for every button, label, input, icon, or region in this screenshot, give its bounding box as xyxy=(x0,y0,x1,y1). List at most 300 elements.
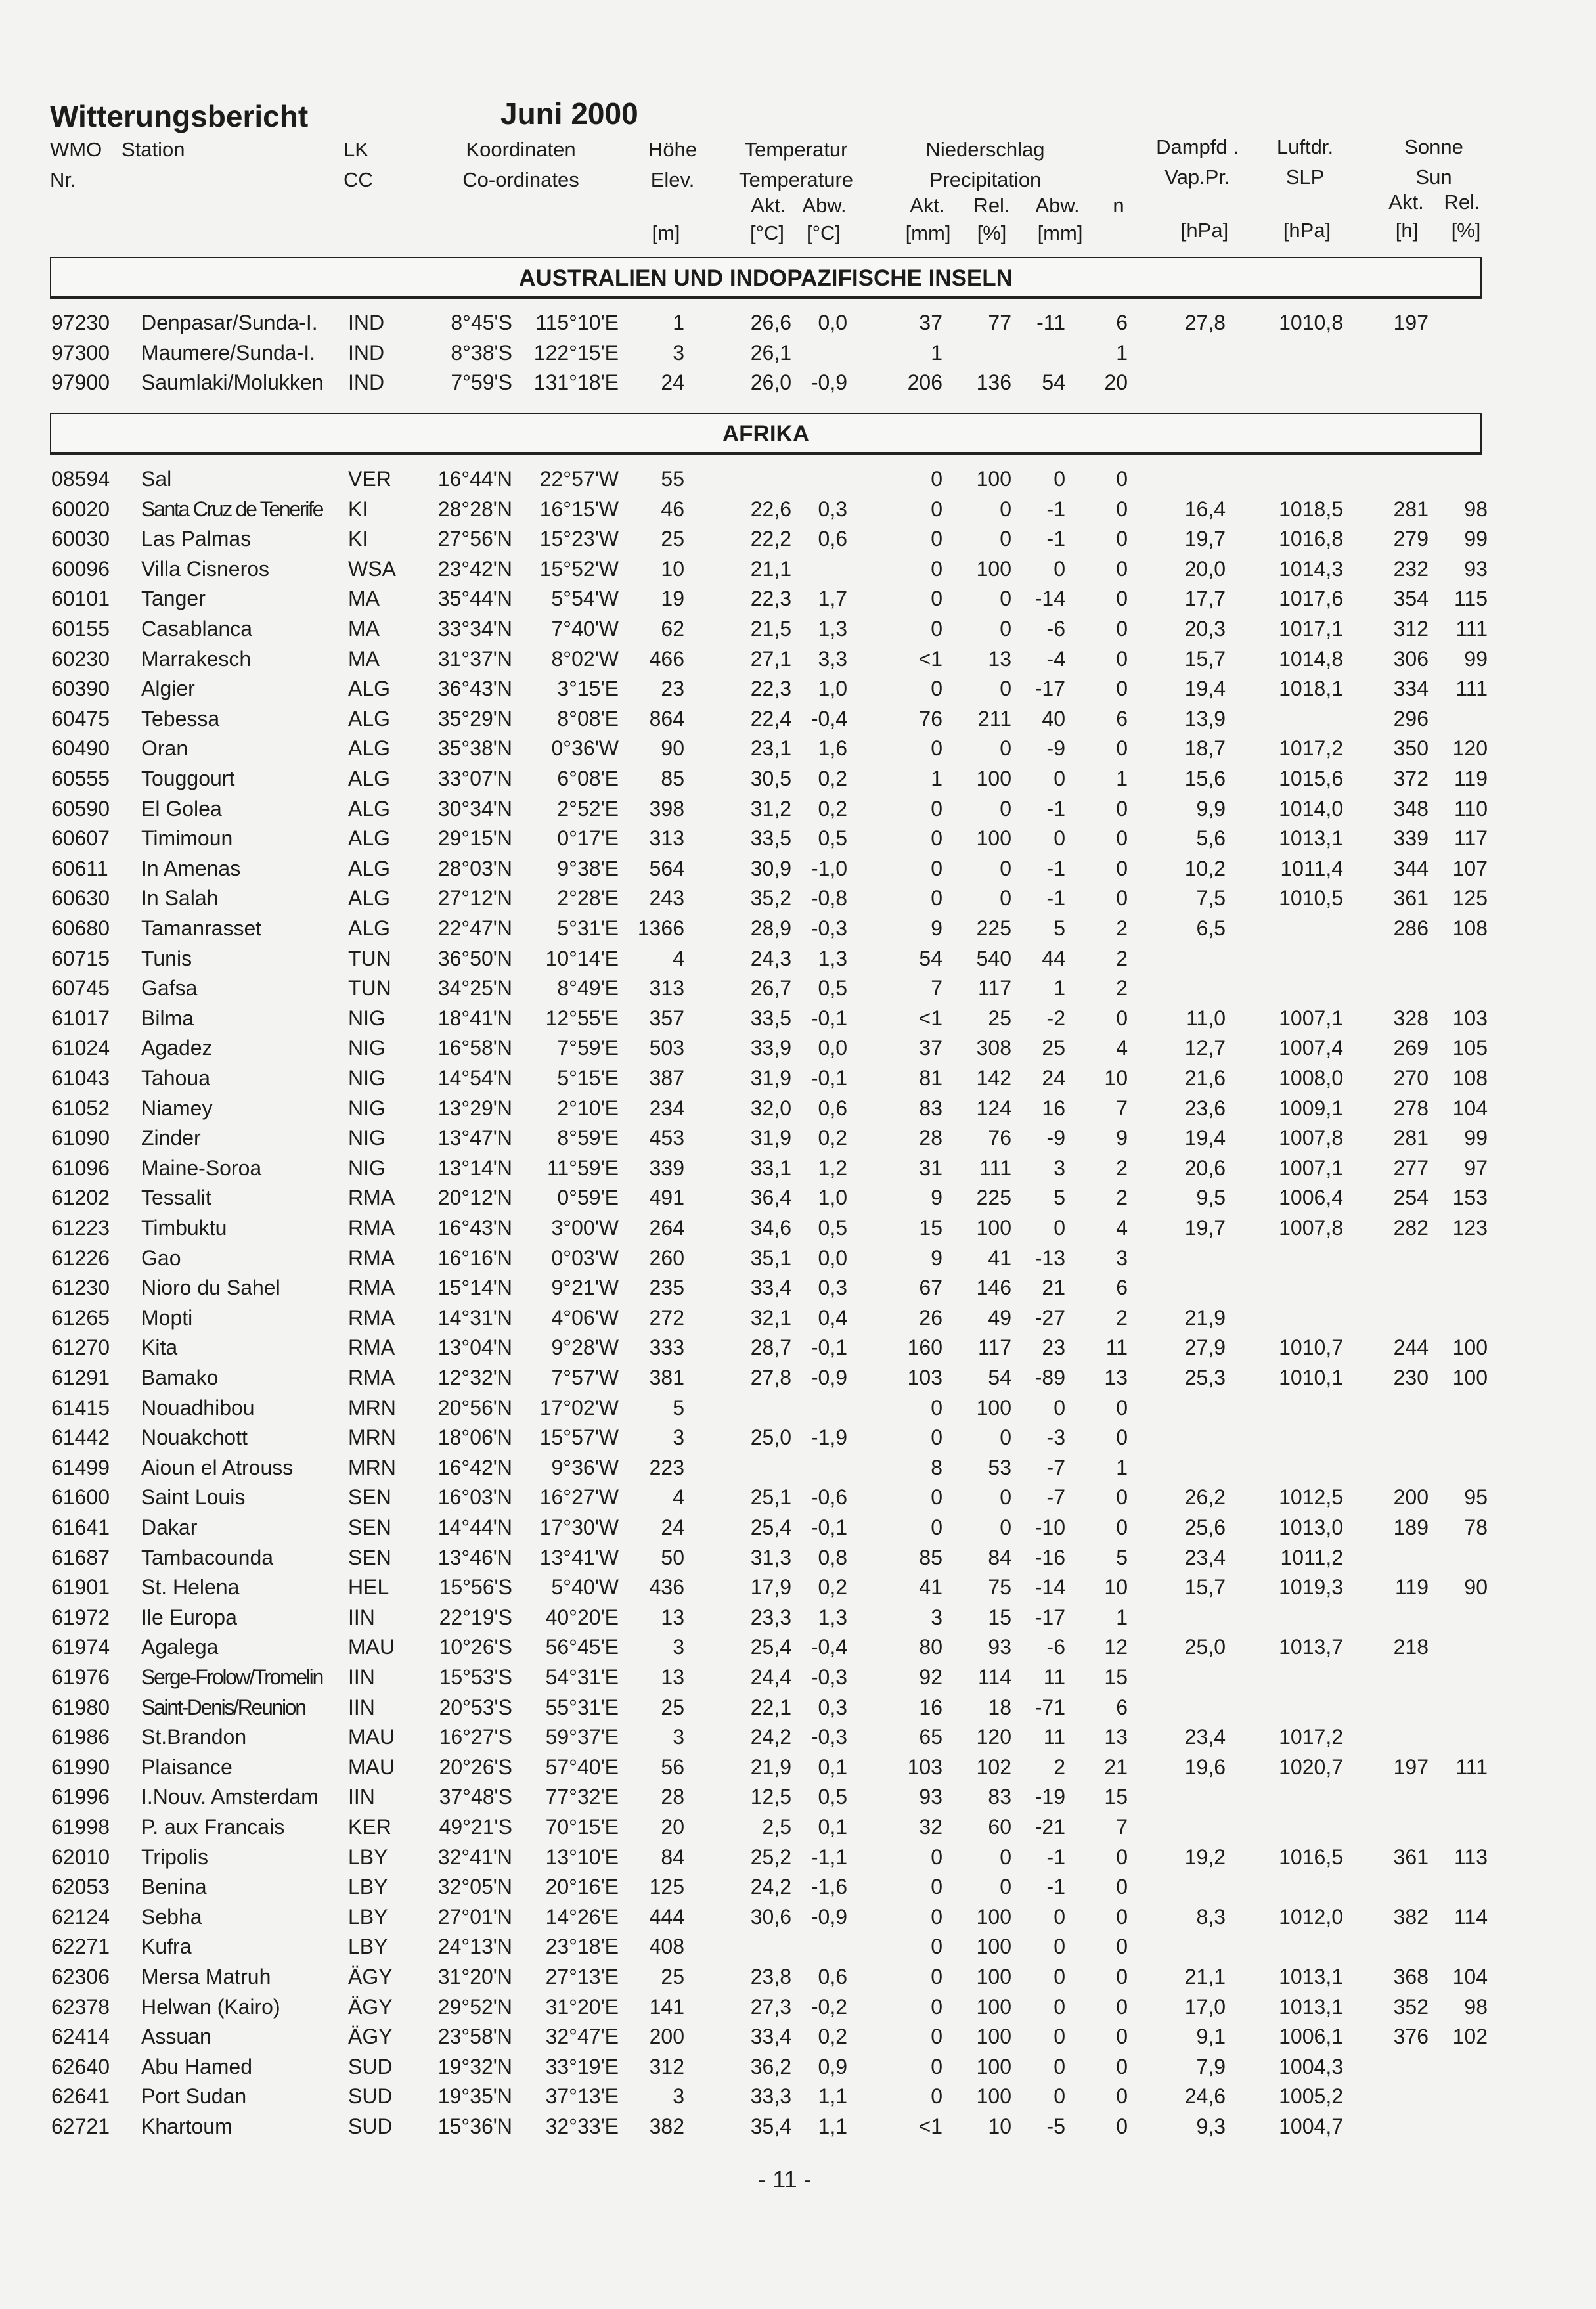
station-name-cell: Assuan xyxy=(141,2025,211,2049)
country-code-cell: NIG xyxy=(348,1126,386,1150)
elevation-cell: 28 xyxy=(661,1785,684,1809)
precip-deviation-cell: 16 xyxy=(1042,1096,1065,1120)
temp-deviation-cell: 0,0 xyxy=(818,1036,847,1060)
country-code-cell: ALG xyxy=(348,796,391,820)
unit-vap-pr: [hPa] xyxy=(1180,219,1229,242)
precip-relative-cell: 308 xyxy=(976,1036,1011,1060)
precip-actual-cell: 0 xyxy=(931,2084,942,2109)
header-precip-akt: Akt. xyxy=(910,194,945,217)
precip-deviation-cell: -9 xyxy=(1046,736,1065,761)
elevation-cell: 339 xyxy=(649,1155,684,1180)
temp-actual-cell: 30,6 xyxy=(750,1904,791,1929)
country-code-cell: RMA xyxy=(348,1305,395,1330)
precip-relative-cell: 0 xyxy=(1000,677,1011,701)
precip-relative-cell: 75 xyxy=(988,1575,1011,1600)
wmo-number-cell: 97900 xyxy=(51,370,110,394)
station-name-cell: Las Palmas xyxy=(141,527,252,551)
wmo-number-cell: 61998 xyxy=(51,1815,110,1839)
precip-actual-cell: 8 xyxy=(931,1455,942,1479)
latitude-cell: 14°54'N xyxy=(437,1066,512,1090)
precip-actual-cell: <1 xyxy=(918,646,942,671)
precip-days-cell: 13 xyxy=(1104,1366,1128,1389)
precip-days-cell: 2 xyxy=(1116,946,1128,970)
precip-actual-cell: 31 xyxy=(919,1155,942,1180)
table-row xyxy=(0,1123,1596,1153)
precip-days-cell: 6 xyxy=(1116,1695,1128,1719)
sea-level-pressure-cell: 1006,1 xyxy=(1279,2025,1343,2049)
latitude-cell: 28°03'N xyxy=(437,856,512,880)
precip-relative-cell: 117 xyxy=(977,976,1011,1000)
station-name-cell: Saint-Denis/Reunion xyxy=(141,1695,305,1719)
elevation-cell: 5 xyxy=(673,1395,684,1420)
precip-relative-cell: 102 xyxy=(976,1755,1011,1779)
header-station: Station xyxy=(122,138,185,161)
temp-actual-cell: 24,2 xyxy=(750,1725,791,1749)
wmo-number-cell: 61976 xyxy=(51,1665,110,1689)
longitude-cell: 9°28'W xyxy=(551,1335,619,1360)
latitude-cell: 14°31'N xyxy=(437,1305,512,1330)
precip-deviation-cell: 0 xyxy=(1053,467,1065,491)
country-code-cell: SEN xyxy=(348,1545,391,1569)
precip-relative-cell: 10 xyxy=(988,2115,1011,2138)
temp-deviation-cell: -0,1 xyxy=(810,1066,847,1090)
elevation-cell: 243 xyxy=(649,886,684,910)
temp-actual-cell: 35,1 xyxy=(750,1245,791,1270)
elevation-cell: 62 xyxy=(661,617,684,640)
country-code-cell: MRN xyxy=(348,1395,396,1420)
precip-days-cell: 0 xyxy=(1116,497,1128,521)
precip-actual-cell: 0 xyxy=(931,886,942,910)
elevation-cell: 3 xyxy=(673,2084,684,2109)
latitude-cell: 33°34'N xyxy=(437,617,512,640)
table-row xyxy=(0,1273,1596,1303)
precip-days-cell: 6 xyxy=(1116,1276,1128,1300)
latitude-cell: 18°06'N xyxy=(437,1425,512,1450)
table-row xyxy=(0,944,1596,974)
precip-relative-cell: 60 xyxy=(988,1815,1011,1839)
country-code-cell: ALG xyxy=(348,826,391,851)
table-row xyxy=(0,1753,1596,1782)
precip-actual-cell: 37 xyxy=(919,311,942,334)
longitude-cell: 0°17'E xyxy=(557,826,619,851)
latitude-cell: 27°12'N xyxy=(437,886,512,910)
elevation-cell: 564 xyxy=(649,856,684,880)
latitude-cell: 20°56'N xyxy=(437,1395,512,1420)
precip-actual-cell: 0 xyxy=(931,587,942,611)
latitude-cell: 32°41'N xyxy=(437,1845,512,1869)
vapour-pressure-cell: 17,7 xyxy=(1184,587,1226,611)
precip-days-cell: 0 xyxy=(1116,617,1128,640)
temp-deviation-cell: -0,6 xyxy=(810,1485,847,1510)
latitude-cell: 14°44'N xyxy=(437,1515,512,1539)
temp-deviation-cell: 0,2 xyxy=(818,796,847,820)
latitude-cell: 15°53'S xyxy=(439,1665,512,1689)
page-number: - 11 - xyxy=(758,2166,812,2193)
sea-level-pressure-cell: 1009,1 xyxy=(1279,1096,1343,1120)
temp-deviation-cell: 0,4 xyxy=(818,1305,847,1330)
sun-hours-cell: 350 xyxy=(1393,736,1429,761)
sun-relative-cell: 93 xyxy=(1464,556,1488,581)
wmo-number-cell: 61226 xyxy=(51,1245,110,1270)
temp-deviation-cell: -1,9 xyxy=(810,1425,847,1450)
elevation-cell: 333 xyxy=(649,1335,684,1360)
temp-actual-cell: 28,7 xyxy=(750,1335,791,1360)
temp-deviation-cell: 0,5 xyxy=(818,1216,847,1240)
vapour-pressure-cell: 15,7 xyxy=(1184,1575,1226,1600)
wmo-number-cell: 62053 xyxy=(51,1875,110,1899)
latitude-cell: 28°28'N xyxy=(437,497,512,521)
vapour-pressure-cell: 19,4 xyxy=(1184,677,1226,701)
precip-days-cell: 1 xyxy=(1116,340,1128,365)
precip-days-cell: 0 xyxy=(1116,1994,1128,2019)
wmo-number-cell: 60490 xyxy=(51,736,110,761)
elevation-cell: 453 xyxy=(649,1126,684,1150)
sun-hours-cell: 361 xyxy=(1393,1845,1429,1869)
wmo-number-cell: 62010 xyxy=(51,1845,110,1869)
precip-actual-cell: 0 xyxy=(931,1965,942,1988)
precip-relative-cell: 0 xyxy=(1000,497,1011,521)
vapour-pressure-cell: 16,4 xyxy=(1184,497,1226,521)
table-row xyxy=(0,1333,1596,1362)
temp-deviation-cell: 1,3 xyxy=(818,617,847,640)
station-name-cell: Agadez xyxy=(141,1036,213,1060)
report-period: Juni 2000 xyxy=(500,97,638,131)
wmo-number-cell: 61972 xyxy=(51,1605,110,1629)
wmo-number-cell: 60715 xyxy=(51,946,110,970)
precip-actual-cell: 28 xyxy=(919,1126,942,1150)
header-sonne: Sonne xyxy=(1404,135,1463,158)
station-name-cell: Kufra xyxy=(141,1935,192,1959)
latitude-cell: 29°52'N xyxy=(437,1994,512,2019)
temp-deviation-cell: 0,3 xyxy=(818,1276,847,1300)
temp-actual-cell: 17,9 xyxy=(750,1575,791,1600)
precip-deviation-cell: -16 xyxy=(1034,1545,1065,1569)
precip-relative-cell: 84 xyxy=(988,1545,1011,1569)
precip-actual-cell: 83 xyxy=(919,1096,942,1120)
temp-actual-cell: 35,2 xyxy=(750,886,791,910)
precip-actual-cell: 0 xyxy=(931,1875,942,1899)
table-row xyxy=(0,495,1596,524)
station-name-cell: Benina xyxy=(141,1875,207,1899)
country-code-cell: RMA xyxy=(348,1186,395,1210)
station-name-cell: Tebessa xyxy=(141,706,220,730)
vapour-pressure-cell: 5,6 xyxy=(1196,826,1226,851)
precip-relative-cell: 100 xyxy=(976,1904,1011,1929)
precip-days-cell: 5 xyxy=(1116,1545,1128,1569)
sea-level-pressure-cell: 1006,4 xyxy=(1279,1186,1343,1210)
country-code-cell: LBY xyxy=(348,1845,388,1869)
precip-actual-cell: 41 xyxy=(919,1575,942,1600)
latitude-cell: 8°38'S xyxy=(451,340,512,365)
precip-relative-cell: 100 xyxy=(976,467,1011,491)
country-code-cell: ALG xyxy=(348,767,391,790)
precip-days-cell: 0 xyxy=(1116,856,1128,880)
country-code-cell: IND xyxy=(348,311,385,334)
precip-relative-cell: 76 xyxy=(988,1126,1011,1150)
precip-actual-cell: 206 xyxy=(907,370,942,394)
station-name-cell: Denpasar/Sunda-I. xyxy=(141,311,318,334)
sun-hours-cell: 281 xyxy=(1393,1126,1429,1150)
country-code-cell: LBY xyxy=(348,1904,388,1929)
temp-actual-cell: 33,4 xyxy=(750,2025,791,2049)
precip-days-cell: 0 xyxy=(1116,886,1128,910)
vapour-pressure-cell: 20,3 xyxy=(1184,617,1226,640)
temp-deviation-cell: 0,3 xyxy=(818,497,847,521)
precip-relative-cell: 100 xyxy=(976,826,1011,851)
precip-actual-cell: 0 xyxy=(931,1994,942,2019)
vapour-pressure-cell: 27,8 xyxy=(1184,311,1226,334)
vapour-pressure-cell: 21,1 xyxy=(1184,1965,1226,1988)
station-name-cell: Maumere/Sunda-I. xyxy=(141,340,316,365)
temp-actual-cell: 36,2 xyxy=(750,2054,791,2078)
precip-days-cell: 0 xyxy=(1116,1875,1128,1899)
sun-hours-cell: 344 xyxy=(1393,856,1429,880)
sun-hours-cell: 232 xyxy=(1393,556,1429,581)
station-name-cell: Bamako xyxy=(141,1366,219,1389)
latitude-cell: 16°03'N xyxy=(437,1485,512,1510)
elevation-cell: 25 xyxy=(661,1695,684,1719)
latitude-cell: 35°38'N xyxy=(437,736,512,761)
station-name-cell: Abu Hamed xyxy=(141,2054,252,2078)
temp-actual-cell: 30,9 xyxy=(750,856,791,880)
precip-actual-cell: 80 xyxy=(919,1635,942,1659)
elevation-cell: 13 xyxy=(661,1605,684,1629)
longitude-cell: 2°10'E xyxy=(557,1096,619,1120)
table-row xyxy=(0,1782,1596,1812)
header-temp-akt: Akt. xyxy=(751,194,786,217)
station-name-cell: Khartoum xyxy=(141,2115,233,2138)
wmo-number-cell: 60030 xyxy=(51,527,110,551)
longitude-cell: 7°59'E xyxy=(557,1036,619,1060)
elevation-cell: 3 xyxy=(673,1425,684,1450)
longitude-cell: 8°59'E xyxy=(557,1126,619,1150)
temp-deviation-cell: -1,0 xyxy=(810,856,847,880)
precip-days-cell: 0 xyxy=(1116,2115,1128,2138)
country-code-cell: SEN xyxy=(348,1485,391,1510)
sun-hours-cell: 282 xyxy=(1393,1216,1429,1240)
vapour-pressure-cell: 19,4 xyxy=(1184,1126,1226,1150)
section-header-afrika: AFRIKA xyxy=(50,413,1482,453)
precip-days-cell: 2 xyxy=(1116,1186,1128,1210)
latitude-cell: 23°42'N xyxy=(437,556,512,581)
precip-relative-cell: 0 xyxy=(1000,527,1011,551)
temp-deviation-cell: -0,1 xyxy=(810,1515,847,1539)
sun-relative-cell: 153 xyxy=(1452,1186,1488,1210)
header-slp: SLP xyxy=(1285,166,1325,189)
elevation-cell: 55 xyxy=(661,467,684,491)
precip-days-cell: 7 xyxy=(1116,1815,1128,1839)
elevation-cell: 444 xyxy=(649,1904,684,1929)
latitude-cell: 19°35'N xyxy=(437,2084,512,2109)
precip-actual-cell: 0 xyxy=(931,1904,942,1929)
precip-days-cell: 0 xyxy=(1116,1965,1128,1988)
temp-deviation-cell: 1,3 xyxy=(818,946,847,970)
vapour-pressure-cell: 9,1 xyxy=(1196,2025,1226,2049)
table-row xyxy=(0,1843,1596,1872)
precip-relative-cell: 0 xyxy=(1000,617,1011,640)
longitude-cell: 13°10'E xyxy=(545,1845,619,1869)
temp-deviation-cell: -1,1 xyxy=(810,1845,847,1869)
precip-deviation-cell: -2 xyxy=(1046,1006,1065,1030)
precip-deviation-cell: 2 xyxy=(1053,1755,1065,1779)
latitude-cell: 15°56'S xyxy=(439,1575,512,1600)
elevation-cell: 864 xyxy=(649,706,684,730)
table-row xyxy=(0,914,1596,943)
sun-hours-cell: 328 xyxy=(1393,1006,1429,1030)
precip-actual-cell: 92 xyxy=(919,1665,942,1689)
latitude-cell: 33°07'N xyxy=(437,767,512,790)
wmo-number-cell: 60230 xyxy=(51,646,110,671)
precip-days-cell: 0 xyxy=(1116,826,1128,851)
precip-deviation-cell: -9 xyxy=(1046,1126,1065,1150)
wmo-number-cell: 61990 xyxy=(51,1755,110,1779)
sun-relative-cell: 107 xyxy=(1452,856,1488,880)
sun-relative-cell: 99 xyxy=(1464,646,1488,671)
wmo-number-cell: 60590 xyxy=(51,796,110,820)
country-code-cell: ÄGY xyxy=(348,1994,393,2019)
table-row xyxy=(0,308,1596,338)
sun-relative-cell: 120 xyxy=(1452,736,1488,761)
precip-deviation-cell: 24 xyxy=(1042,1066,1065,1090)
sea-level-pressure-cell: 1010,5 xyxy=(1279,886,1343,910)
station-name-cell: Bilma xyxy=(141,1006,194,1030)
sun-relative-cell: 103 xyxy=(1452,1006,1488,1030)
latitude-cell: 32°05'N xyxy=(437,1875,512,1899)
temp-deviation-cell: -0,3 xyxy=(810,1725,847,1749)
precip-days-cell: 3 xyxy=(1116,1245,1128,1270)
header-lk: LK xyxy=(344,138,368,161)
table-row xyxy=(0,824,1596,853)
longitude-cell: 9°21'W xyxy=(551,1276,619,1300)
sea-level-pressure-cell: 1014,0 xyxy=(1279,796,1343,820)
latitude-cell: 16°27'S xyxy=(439,1725,512,1749)
precip-days-cell: 0 xyxy=(1116,1935,1128,1959)
sun-hours-cell: 230 xyxy=(1393,1366,1429,1389)
temp-deviation-cell: -0,9 xyxy=(810,1366,847,1389)
temp-deviation-cell: 3,3 xyxy=(818,646,847,671)
table-row xyxy=(0,1363,1596,1393)
vapour-pressure-cell: 23,4 xyxy=(1184,1725,1226,1749)
sun-relative-cell: 111 xyxy=(1455,677,1488,701)
latitude-cell: 8°45'S xyxy=(451,311,512,334)
latitude-cell: 15°36'N xyxy=(437,2115,512,2138)
temp-actual-cell: 32,1 xyxy=(750,1305,791,1330)
elevation-cell: 223 xyxy=(649,1455,684,1479)
wmo-number-cell: 60745 xyxy=(51,976,110,1000)
precip-actual-cell: 26 xyxy=(919,1305,942,1330)
sea-level-pressure-cell: 1010,7 xyxy=(1279,1335,1343,1360)
precip-days-cell: 0 xyxy=(1116,1006,1128,1030)
longitude-cell: 22°57'W xyxy=(539,467,619,491)
precip-relative-cell: 124 xyxy=(976,1096,1011,1120)
temp-actual-cell: 22,2 xyxy=(750,527,791,551)
station-name-cell: In Salah xyxy=(141,886,219,910)
table-row xyxy=(0,1423,1596,1452)
precip-days-cell: 9 xyxy=(1116,1126,1128,1150)
precip-actual-cell: 16 xyxy=(919,1695,942,1719)
temp-deviation-cell: 0,5 xyxy=(818,1785,847,1809)
table-row xyxy=(0,1183,1596,1213)
precip-actual-cell: 0 xyxy=(931,1845,942,1869)
precip-deviation-cell: -14 xyxy=(1034,1575,1065,1600)
latitude-cell: 13°47'N xyxy=(437,1126,512,1150)
longitude-cell: 13°41'W xyxy=(539,1545,619,1569)
latitude-cell: 35°29'N xyxy=(437,706,512,730)
precip-deviation-cell: -14 xyxy=(1034,587,1065,611)
country-code-cell: IIN xyxy=(348,1785,375,1809)
sea-level-pressure-cell: 1013,7 xyxy=(1279,1635,1343,1659)
country-code-cell: NIG xyxy=(348,1096,386,1120)
sun-relative-cell: 98 xyxy=(1464,1994,1488,2019)
latitude-cell: 15°14'N xyxy=(437,1276,512,1300)
sun-hours-cell: 376 xyxy=(1393,2025,1429,2049)
longitude-cell: 31°20'E xyxy=(545,1994,619,2019)
sun-hours-cell: 278 xyxy=(1393,1096,1429,1120)
sun-hours-cell: 339 xyxy=(1393,826,1429,851)
sea-level-pressure-cell: 1007,4 xyxy=(1279,1036,1343,1060)
precip-days-cell: 0 xyxy=(1116,1845,1128,1869)
precip-relative-cell: 142 xyxy=(976,1066,1011,1090)
wmo-number-cell: 61265 xyxy=(51,1305,110,1330)
station-name-cell: Villa Cisneros xyxy=(141,556,270,581)
precip-deviation-cell: 1 xyxy=(1053,976,1065,1000)
country-code-cell: IIN xyxy=(348,1605,375,1629)
precip-relative-cell: 0 xyxy=(1000,796,1011,820)
precip-actual-cell: 37 xyxy=(919,1036,942,1060)
precip-relative-cell: 41 xyxy=(988,1245,1011,1270)
precip-relative-cell: 100 xyxy=(976,2054,1011,2078)
precip-days-cell: 0 xyxy=(1116,2084,1128,2109)
header-hoehe: Höhe xyxy=(648,138,698,161)
sea-level-pressure-cell: 1007,1 xyxy=(1279,1006,1343,1030)
longitude-cell: 55°31'E xyxy=(545,1695,619,1719)
station-name-cell: Nioro du Sahel xyxy=(141,1276,280,1300)
longitude-cell: 115°10'E xyxy=(535,311,619,334)
station-name-cell: Niamey xyxy=(141,1096,213,1120)
precip-actual-cell: 0 xyxy=(931,527,942,551)
temp-deviation-cell: 1,7 xyxy=(818,587,847,611)
wmo-number-cell: 08594 xyxy=(51,467,110,491)
vapour-pressure-cell: 21,9 xyxy=(1184,1305,1226,1330)
temp-deviation-cell: 0,5 xyxy=(818,976,847,1000)
sea-level-pressure-cell: 1004,7 xyxy=(1279,2115,1343,2138)
elevation-cell: 3 xyxy=(673,340,684,365)
precip-deviation-cell: -17 xyxy=(1034,1605,1065,1629)
sea-level-pressure-cell: 1012,0 xyxy=(1279,1904,1343,1929)
table-row xyxy=(0,338,1596,368)
country-code-cell: LBY xyxy=(348,1935,388,1959)
table-row xyxy=(0,1962,1596,1992)
precip-relative-cell: 0 xyxy=(1000,856,1011,880)
elevation-cell: 260 xyxy=(649,1245,684,1270)
precip-actual-cell: 0 xyxy=(931,467,942,491)
vapour-pressure-cell: 25,3 xyxy=(1184,1366,1226,1389)
latitude-cell: 16°58'N xyxy=(437,1036,512,1060)
header-nr: Nr. xyxy=(50,168,76,191)
longitude-cell: 15°57'W xyxy=(539,1425,619,1450)
temp-actual-cell: 31,3 xyxy=(750,1545,791,1569)
header-niederschlag: Niederschlag xyxy=(925,138,1045,161)
header-temperature: Temperature xyxy=(738,168,854,191)
sun-hours-cell: 348 xyxy=(1393,796,1429,820)
sun-relative-cell: 100 xyxy=(1452,1366,1488,1389)
precip-deviation-cell: 23 xyxy=(1042,1335,1065,1360)
longitude-cell: 131°18'E xyxy=(533,370,619,394)
sun-hours-cell: 281 xyxy=(1393,497,1429,521)
latitude-cell: 24°13'N xyxy=(437,1935,512,1959)
temp-deviation-cell: -0,4 xyxy=(810,706,847,730)
table-row xyxy=(0,794,1596,824)
